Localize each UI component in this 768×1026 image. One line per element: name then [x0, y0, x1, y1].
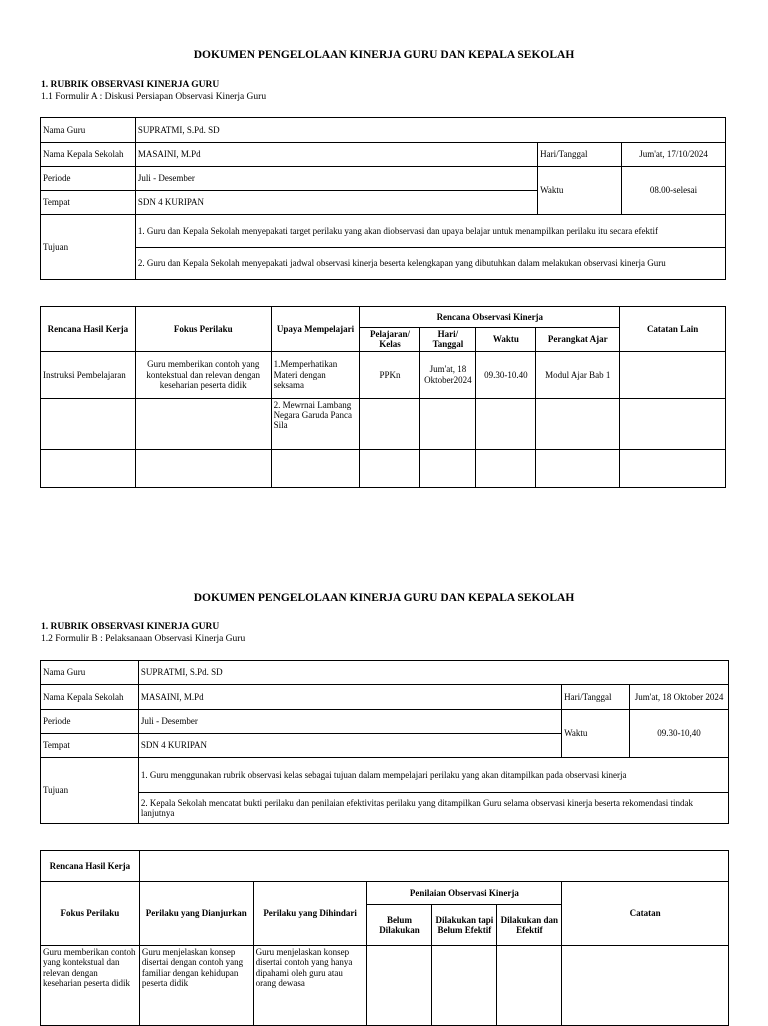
row3-upaya [271, 449, 360, 487]
h-dilakukan-efektif: Dilakukan dan Efektif [497, 905, 562, 946]
periode-value: Juli - Desember [135, 167, 537, 191]
h-perilaku-dihindari: Perilaku yang Dihindari [253, 882, 367, 946]
obs-row1-fokus: Guru memberikan contoh yang kontekstual dan relevan dengan keseharian peserta didik [41, 946, 140, 1026]
hari-value: Jum'at, 17/10/2024 [622, 143, 726, 167]
tempat-value: SDN 4 KURIPAN [138, 734, 561, 758]
row2-pelajaran [360, 398, 420, 449]
hari-value: Jum'at, 18 Oktober 2024 [630, 685, 729, 710]
doc1-info-table [40, 117, 726, 280]
row2-hari [420, 398, 476, 449]
doc2-title: DOKUMEN PENGELOLAAN KINERJA GURU DAN KEPALA SEKOLAH [193, 592, 575, 604]
h-upaya-mempelajari: Upaya Mempelajari [271, 307, 360, 352]
row2-catatan [620, 398, 726, 449]
h-fokus-perilaku: Fokus Perilaku [135, 307, 271, 352]
h-penilaian-observasi: Penilaian Observasi Kinerja [367, 882, 562, 905]
h-waktu: Waktu [476, 328, 536, 352]
row3-catatan [620, 449, 726, 487]
doc1-plan-table [40, 306, 726, 488]
row2-rencana [41, 398, 136, 449]
row3-fokus [135, 449, 271, 487]
row3-hari [420, 449, 476, 487]
row1-pelajaran: PPKn [360, 351, 420, 398]
row2-waktu [476, 398, 536, 449]
obs-row1-catatan [562, 946, 729, 1026]
h-fokus-perilaku: Fokus Perilaku [41, 882, 140, 946]
kepsek-value: MASAINI, M.Pd [135, 143, 537, 167]
row1-catatan [620, 351, 726, 398]
kepsek-label: Nama Kepala Sekolah [41, 143, 136, 167]
row1-waktu: 09.30-10.40 [476, 351, 536, 398]
obs-row1-tapi-belum [432, 946, 497, 1026]
nama-guru-label: Nama Guru [41, 118, 136, 143]
tujuan-1: 1. Guru menggunakan rubrik observasi kelas sebagai tujuan dalam mempelajari perilaku yang akan ditampilkan pada observasi kinerja [138, 758, 728, 793]
row2-perangkat [536, 398, 620, 449]
tujuan-2: 2. Guru dan Kepala Sekolah menyepakati jadwal observasi kinerja beserta kelengkapan yang dibutuhkan dalam melakukan observasi kinerja Guru [135, 248, 725, 280]
h-perilaku-dianjurkan: Perilaku yang Dianjurkan [139, 882, 253, 946]
obs-row1-belum [367, 946, 432, 1026]
row1-rencana: Instruksi Pembelajaran [41, 351, 136, 398]
h-belum-dilakukan: Belum Dilakukan [367, 905, 432, 946]
tujuan-label: Tujuan [41, 758, 139, 824]
doc2-section-heading: 1. RUBRIK OBSERVASI KINERJA GURU [41, 622, 220, 632]
waktu-value: 09.30-10,40 [630, 710, 729, 758]
nama-guru-value: SUPRATMI, S.Pd. SD [135, 118, 725, 143]
kepsek-label: Nama Kepala Sekolah [41, 685, 139, 710]
tujuan-2: 2. Kepala Sekolah mencatat bukti perilaku dan penilaian efektivitas perilaku yang ditampilkan Guru selama observasi kinerja beserta rekomendasi tindak lanjutnya [138, 793, 728, 824]
h-rencana-hasil-kerja: Rencana Hasil Kerja [41, 851, 140, 882]
h-hari-tanggal: Hari/ Tanggal [420, 328, 476, 352]
h-rencana-hasil-kerja: Rencana Hasil Kerja [41, 307, 136, 352]
row3-rencana [41, 449, 136, 487]
hari-label: Hari/Tanggal [538, 143, 622, 167]
hari-label: Hari/Tanggal [562, 685, 630, 710]
obs-row1-dianjurkan: Guru menjelaskan konsep disertai dengan contoh yang familiar dengan kehidupan peserta didik [139, 946, 253, 1026]
nama-guru-label: Nama Guru [41, 661, 139, 685]
obs-row1-efektif [497, 946, 562, 1026]
waktu-value: 08.00-selesai [622, 167, 726, 215]
row3-perangkat [536, 449, 620, 487]
periode-label: Periode [41, 167, 136, 191]
doc1-subsection-heading: 1.1 Formulir A : Diskusi Persiapan Observasi Kinerja Guru [41, 92, 267, 102]
doc1-title: DOKUMEN PENGELOLAAN KINERJA GURU DAN KEPALA SEKOLAH [193, 49, 575, 61]
h-catatan: Catatan [562, 882, 729, 946]
row1-hari: Jum'at, 18 Oktober2024 [420, 351, 476, 398]
tempat-value: SDN 4 KURIPAN [135, 191, 537, 215]
row1-fokus: Guru memberikan contoh yang kontekstual dan relevan dengan keseharian peserta didik [135, 351, 271, 398]
row1-perangkat: Modul Ajar Bab 1 [536, 351, 620, 398]
row3-pelajaran [360, 449, 420, 487]
h-rencana-observasi: Rencana Observasi Kinerja [360, 307, 620, 328]
waktu-label: Waktu [562, 710, 630, 758]
tujuan-1: 1. Guru dan Kepala Sekolah menyepakati target perilaku yang akan diobservasi dan upaya belajar untuk menampilkan perilaku itu secara efektif [135, 215, 725, 248]
doc1-section-heading: 1. RUBRIK OBSERVASI KINERJA GURU [41, 80, 220, 90]
h-catatan-lain: Catatan Lain [620, 307, 726, 352]
tempat-label: Tempat [41, 734, 139, 758]
h-pelajaran-kelas: Pelajaran/ Kelas [360, 328, 420, 352]
kepsek-value: MASAINI, M.Pd [138, 685, 561, 710]
obs-row1-dihindari: Guru menjelaskan konsep disertai contoh yang hanya dipahami oleh guru atau orang dewasa [253, 946, 367, 1026]
waktu-label: Waktu [538, 167, 622, 215]
row1-upaya: 1.Memperhatikan Materi dengan seksama [271, 351, 360, 398]
rencana-hasil-kerja-value [139, 851, 728, 882]
periode-value: Juli - Desember [138, 710, 561, 734]
h-dilakukan-belum-efektif: Dilakukan tapi Belum Efektif [432, 905, 497, 946]
tempat-label: Tempat [41, 191, 136, 215]
row3-waktu [476, 449, 536, 487]
row2-upaya: 2. Mewrnai Lambang Negara Garuda Panca Sila [271, 398, 360, 449]
periode-label: Periode [41, 710, 139, 734]
doc2-info-table [40, 660, 729, 824]
doc2-subsection-heading: 1.2 Formulir B : Pelaksanaan Observasi Kinerja Guru [41, 634, 246, 644]
nama-guru-value: SUPRATMI, S.Pd. SD [138, 661, 728, 685]
row2-fokus [135, 398, 271, 449]
doc2-observation-table [40, 850, 729, 1026]
h-perangkat-ajar: Perangkat Ajar [536, 328, 620, 352]
tujuan-label: Tujuan [41, 215, 136, 280]
